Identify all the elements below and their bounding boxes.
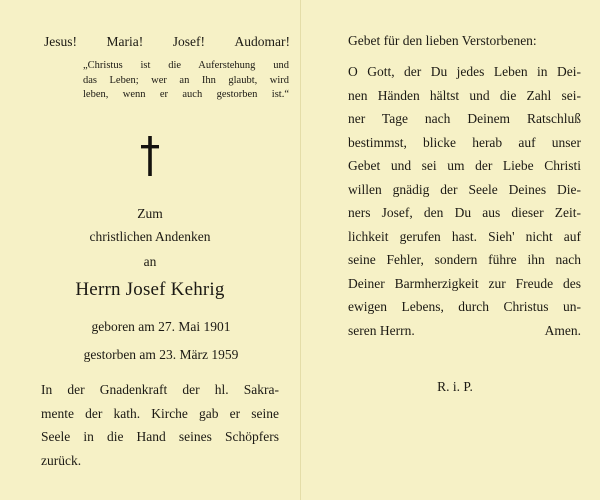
prayer-title: Gebet für den lieben Verstorbenen: (348, 33, 537, 48)
prayer-line: Gebet und sei um der Liebe Christi (348, 158, 581, 173)
latin-cross-icon (141, 136, 159, 176)
left-panel (28, 0, 288, 500)
prayer-line: ners Josef, den Du aus dieser Zeit- (348, 205, 581, 220)
prayer-line: ner Tage nach Deinem Ratschluß (348, 111, 581, 126)
bible-quote (83, 59, 289, 103)
quote-line: das Leben; wer an Ihn glaubt, wird (83, 74, 289, 86)
closing-text (41, 378, 279, 472)
prayer-line: seine Fehler, sondern führe ihn nach (348, 252, 581, 267)
memorial-zum: Zum (137, 206, 163, 221)
prayer-line: nen Händen hältst und die Zahl sei- (348, 87, 581, 103)
closing-line: mente der kath. Kirche gab er seine (41, 405, 279, 421)
prayer-text (348, 60, 581, 342)
closing-line: Seele in die Hand seines Schöpfers (41, 429, 279, 444)
invocation-jesus: Jesus! (44, 34, 77, 49)
prayer-final-text: seren Herrn. (348, 322, 415, 338)
rip-text: R. i. P. (437, 379, 473, 394)
invocation-josef: Josef! (172, 34, 205, 49)
closing-line: zurück. (41, 452, 82, 468)
memorial-andenken: christlichen Andenken (89, 229, 211, 244)
prayer-line: willen gnädig der Seele Deines Die- (348, 181, 581, 197)
invocation-audomar: Audomar! (234, 34, 290, 49)
prayer-amen: Amen. (544, 322, 581, 338)
deceased-name: Herrn Josef Kehrig (75, 279, 225, 300)
closing-line: In der Gnadenkraft der hl. Sakra- (41, 382, 279, 397)
memorial-an: an (143, 254, 157, 269)
invocation-maria: Maria! (106, 34, 144, 49)
prayer-line: lichkeit gerufen hast. Sieh' nicht auf (348, 228, 581, 244)
prayer-line: ewigen Lebens, durch Christus un- (348, 299, 581, 314)
prayer-line: Deiner Barmherzigkeit zur Freude des (348, 275, 581, 291)
birth-date: geboren am 27. Mai 1901 (91, 319, 231, 334)
prayer-line: O Gott, der Du jedes Leben in Dei- (348, 64, 581, 79)
card-fold-line (300, 0, 301, 500)
right-panel (330, 0, 580, 500)
invocation-header (44, 34, 290, 50)
prayer-final-line (348, 319, 581, 343)
prayer-line: bestimmst, blicke herab auf unser (348, 134, 581, 150)
quote-line: „Christus ist die Auferstehung und (83, 60, 289, 71)
quote-line: leben, wenn er auch gestorben ist.“ (83, 89, 289, 100)
death-date: gestorben am 23. März 1959 (83, 347, 239, 362)
